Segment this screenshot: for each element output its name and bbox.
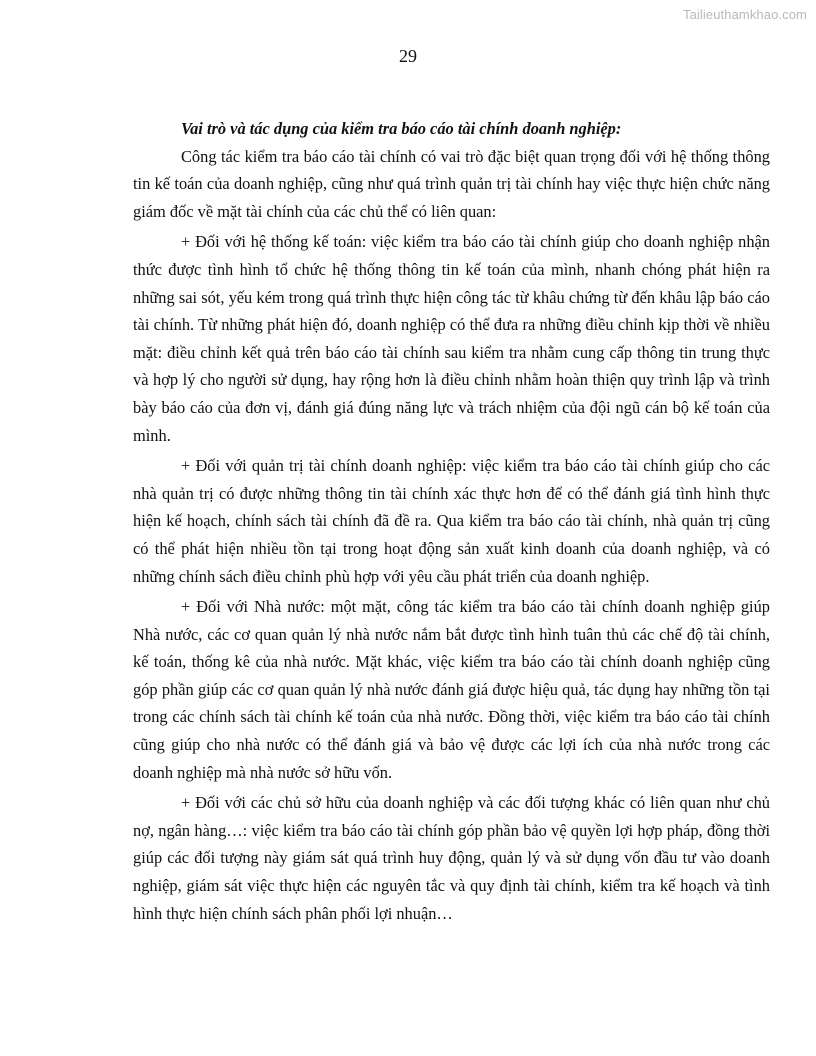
- paragraph-state: + Đối với Nhà nước: một mặt, công tác kiểm tra báo cáo tài chính doanh nghiệp giúp Nhà nước, các cơ quan quản lý nhà nước nắm bắt được tình hình tuân thủ các chế độ tài chính, kế toán, thống kê của nhà nước. Mặt khác, việc kiểm tra báo cáo tài chính doanh nghiệp cũng góp phần giúp các cơ quan quản lý nhà nước đánh giá được hiệu quả, tác dụng hay những tồn tại trong các chính sách tài chính kế toán của nhà nước. Đồng thời, việc kiểm tra báo cáo tài chính cũng giúp cho nhà nước có thể đánh giá và bảo vệ được các lợi ích của nhà nước trong các doanh nghiệp mà nhà nước sở hữu vốn.: [133, 597, 770, 782]
- paragraph-owners-stakeholders: + Đối với các chủ sở hữu của doanh nghiệp và các đối tượng khác có liên quan như chủ nợ, ngân hàng…: việc kiểm tra báo cáo tài chính góp phần bảo vệ quyền lợi hợp pháp, đồng thời giúp các đối tượng này giám sát quá trình huy động, quản lý và sử dụng vốn đầu tư vào doanh nghiệp, giám sát việc thực hiện các nguyên tắc và quy định tài chính, kiểm tra kế hoạch và tình hình thực hiện chính sách phân phối lợi nhuận…: [133, 793, 770, 923]
- page-number: 29: [399, 46, 417, 66]
- paragraph-intro: Công tác kiểm tra báo cáo tài chính có vai trò đặc biệt quan trọng đối với hệ thống thông tin kế toán của doanh nghiệp, cũng như quá trình quản trị tài chính hay việc thực hiện chức năng giám đốc về mặt tài chính của các chủ thể có liên quan:: [133, 146, 770, 221]
- section-heading: Vai trò và tác dụng của kiểm tra báo cáo tài chính doanh nghiệp:: [181, 119, 622, 138]
- paragraph-financial-management: + Đối với quản trị tài chính doanh nghiệp: việc kiểm tra báo cáo tài chính giúp cho các nhà quản trị có được những thông tin tài chính xác thực hơn để có thể đánh giá tình hình thực hiện kế hoạch, chính sách tài chính đã đề ra. Qua kiểm tra báo cáo tài chính, nhà quản trị cũng có thể phát hiện nhiều tồn tại trong hoạt động sản xuất kinh doanh của doanh nghiệp, và có những chính sách điều chỉnh phù hợp với yêu cầu phát triển của doanh nghiệp.: [133, 456, 770, 586]
- paragraph-accounting-system: + Đối với hệ thống kế toán: việc kiểm tra báo cáo tài chính giúp cho doanh nghiệp nhận thức được tình hình tổ chức hệ thống thông tin kế toán của mình, nhanh chóng phát hiện ra những sai sót, yếu kém trong quá trình thực hiện công tác từ khâu chứng từ đến khâu lập báo cáo tài chính. Từ những phát hiện đó, doanh nghiệp có thể đưa ra những điều chỉnh kịp thời về nhiều mặt: điều chỉnh kết quả trên báo cáo tài chính sau kiểm tra nhằm cung cấp thông tin trung thực và hợp lý cho người sử dụng, hay rộng hơn là điều chỉnh nhằm hoàn thiện quy trình lập và trình bày báo cáo của đơn vị, đánh giá đúng năng lực và trách nhiệm của đội ngũ cán bộ kế toán của mình.: [133, 232, 770, 445]
- document-body: [133, 115, 770, 930]
- watermark: Tailieuthamkhao.com: [682, 7, 807, 22]
